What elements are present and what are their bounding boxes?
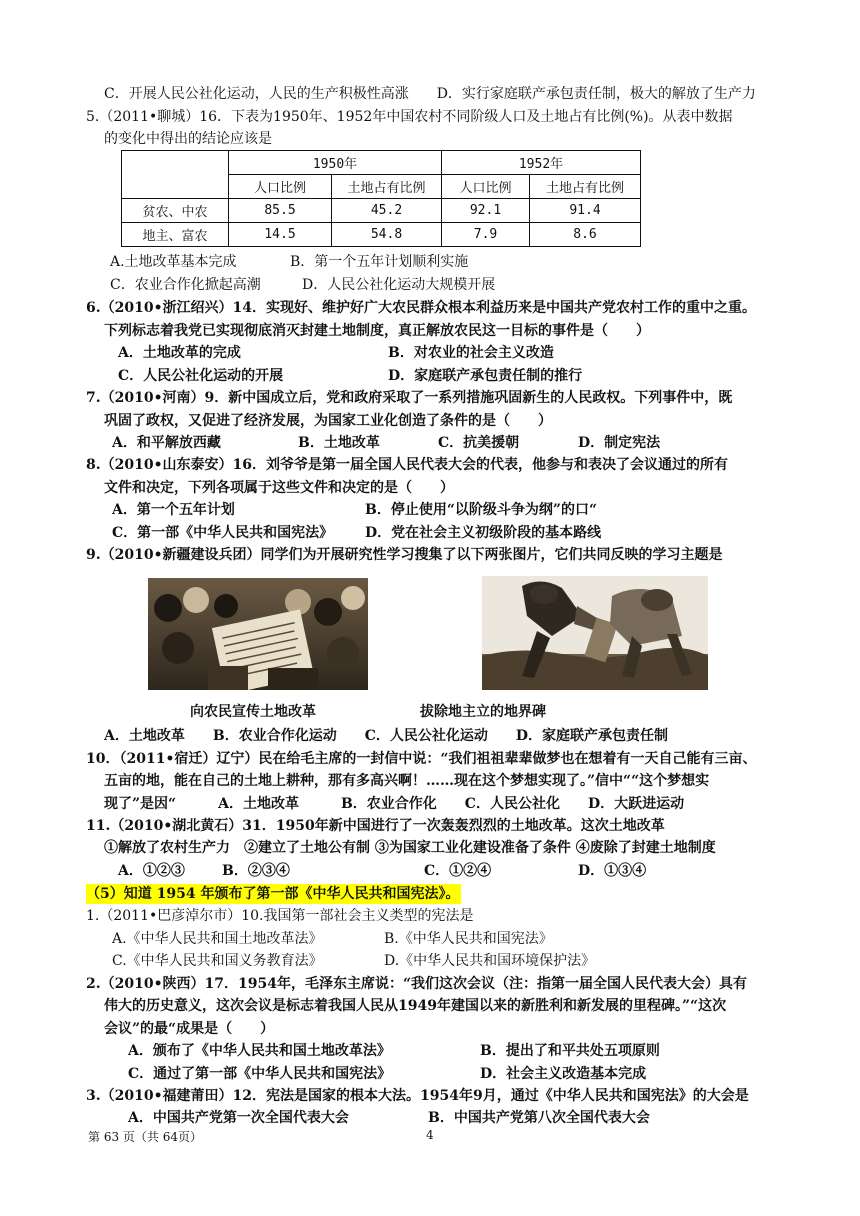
table-row xyxy=(122,223,641,247)
row-label: 贫农、中农 xyxy=(122,199,229,223)
table-col-land-2: 土地占有比例 xyxy=(530,175,641,199)
table-col-pop-1: 人口比例 xyxy=(229,175,332,199)
s1-option-a: A.《中华人民共和国土地改革法》 xyxy=(112,931,323,947)
cell: 85.5 xyxy=(229,199,332,223)
q9-stem: 9.（2010•新疆建设兵团）同学们为开展研究性学习搜集了以下两张图片，它们共同反映的学习主题是 xyxy=(86,547,723,563)
q8-option-a: A．第一个五年计划 xyxy=(112,502,235,518)
q8-stem: 8.（2010•山东泰安）16．刘爷爷是第一届全国人民代表大会的代表，他参与和表决了会议通过的所有 xyxy=(86,457,729,473)
land-reform-propaganda-photo xyxy=(148,578,368,690)
page-footer: 第 63 页（共 64页） xyxy=(88,1130,202,1144)
cell: 92.1 xyxy=(442,199,530,223)
s1-stem: 1.（2011•巴彦淖尔市）10.我国第一部社会主义类型的宪法是 xyxy=(86,908,474,924)
s2-option-c: C．通过了第一部《中华人民共和国宪法》 xyxy=(128,1066,392,1082)
q7-stem-2: 巩固了政权，又促进了经济发展，为国家工业化创造了条件的是（ ） xyxy=(104,413,552,429)
cell: 14.5 xyxy=(229,223,332,247)
page-number: 4 xyxy=(426,1128,434,1142)
s1-option-d: D.《中华人民共和国环境保护法》 xyxy=(384,953,596,969)
q6-option-a: A．土地改革的完成 xyxy=(118,345,241,361)
s2-stem: 2.（2010•陕西）17．1954年，毛泽东主席说：“我们这次会议（注：指第一届全国人民代表大会）具有 xyxy=(86,976,748,992)
q11-option-c: C．①②④ xyxy=(424,863,492,879)
q7-stem: 7.（2010•河南）9．新中国成立后，党和政府采取了一系列措施巩固新生的人民政权。下列事件中，既 xyxy=(86,390,733,406)
s2-option-a: A．颁布了《中华人民共和国土地改革法》 xyxy=(128,1043,391,1059)
q4-options-cd: C．开展人民公社化运动，人民的生产积极性高涨 D．实行家庭联产承包责任制，极大的解放了生产力 xyxy=(104,86,756,102)
q5-option-c: C．农业合作化掀起高潮 xyxy=(110,277,261,293)
q6-stem: 6.（2010•浙江绍兴）14．实现好、维护好广大农民群众根本利益历来是中国共产党农村工作的重中之重。 xyxy=(86,300,757,316)
q8-option-b: B．停止使用“以阶级斗争为纲”的口“ xyxy=(365,502,597,518)
s3-option-b: B．中国共产党第八次全国代表大会 xyxy=(428,1110,650,1126)
q5-stem: 5.（2011•聊城）16．下表为1950年、1952年中国农村不同阶级人口及土地占有比例(%)。从表中数据 xyxy=(86,109,733,125)
q11-option-b: B．②③④ xyxy=(222,863,290,879)
q6-option-b: B．对农业的社会主义改造 xyxy=(388,345,554,361)
q10-stem-3: 现了”是因“ A．土地改革 B．农业合作化 C．人民公社化 D．大跃进运动 xyxy=(104,796,685,812)
s2-option-b: B．提出了和平共处五项原则 xyxy=(480,1043,660,1059)
table-col-pop-2: 人口比例 xyxy=(442,175,530,199)
table-col-land-1: 土地占有比例 xyxy=(332,175,442,199)
q7-option-d: D．制定宪法 xyxy=(578,435,661,451)
row-label: 地主、富农 xyxy=(122,223,229,247)
q8-stem-2: 文件和决定，下列各项属于这些文件和决定的是（ ） xyxy=(104,480,454,496)
table-row xyxy=(122,199,641,223)
q9-options: A．土地改革 B．农业合作化运动 C．人民公社化运动 D．家庭联产承包责任制 xyxy=(104,728,668,744)
q8-option-d: D．党在社会主义初级阶段的基本路线 xyxy=(365,525,602,541)
cell: 91.4 xyxy=(530,199,641,223)
cell: 7.9 xyxy=(442,223,530,247)
table-year-1952: 1952年 xyxy=(442,151,641,175)
s1-option-b: B.《中华人民共和国宪法》 xyxy=(384,931,553,947)
s2-stem-3: 会议”的最“成果是（ ） xyxy=(104,1021,275,1037)
photo-caption-2: 拔除地主立的地界碑 xyxy=(420,704,546,720)
q5-stem-2: 的变化中得出的结论应该是 xyxy=(104,131,272,147)
q10-stem: 10．（2011•宿迁）辽宁）民在给毛主席的一封信中说：“我们祖祖辈辈做梦也在想着有一天自己能有三亩、 xyxy=(86,751,757,767)
q7-option-c: C．抗美援朝 xyxy=(438,435,520,451)
s2-stem-2: 伟大的历史意义，这次会议是标志着我国人民从1949年建国以来的新胜利和新发展的里程碑。”“这次 xyxy=(104,998,727,1014)
q10-stem-2: 五亩的地，能在自己的土地上耕种，那有多高兴啊！……现在这个梦想实现了。”信中““这个梦想实 xyxy=(104,773,710,789)
cell: 8.6 xyxy=(530,223,641,247)
q6-option-c: C．人民公社化运动的开展 xyxy=(118,368,284,384)
q5-option-a: A.土地改革基本完成 xyxy=(110,254,237,270)
s3-stem: 3.（2010•福建莆田）12．宪法是国家的根本大法。1954年9月，通过《中华人民共和国宪法》的大会是 xyxy=(86,1088,749,1104)
data-table xyxy=(121,150,641,247)
table-corner xyxy=(122,151,229,199)
q6-stem-2: 下列标志着我党已实现彻底消灭封建土地制度，真正解放农民这一目标的事件是（ ） xyxy=(104,323,650,339)
s2-option-d: D．社会主义改造基本完成 xyxy=(480,1066,647,1082)
s1-option-c: C.《中华人民共和国义务教育法》 xyxy=(112,953,323,969)
cell: 54.8 xyxy=(332,223,442,247)
q5-option-b: B．第一个五年计划顺利实施 xyxy=(290,254,469,270)
q11-option-d: D．①③④ xyxy=(578,863,647,879)
q11-stem: 11.（2010•湖北黄石）31．1950年新中国进行了一次轰轰烈烈的土地改革。这次土地改革 xyxy=(86,818,665,834)
q5-option-d: D．人民公社化运动大规模开展 xyxy=(302,277,496,293)
q7-option-a: A．和平解放西藏 xyxy=(112,435,221,451)
table-year-1950: 1950年 xyxy=(229,151,442,175)
section-heading: （5）知道 1954 年颁布了第一部《中华人民共和国宪法》。 xyxy=(86,886,460,902)
q11-statements: ①解放了农村生产力 ②建立了土地公有制 ③为国家工业化建设准备了条件 ④废除了封建土地制度 xyxy=(104,840,716,856)
q6-option-d: D．家庭联产承包责任制的推行 xyxy=(388,368,583,384)
photo-caption-1: 向农民宣传土地改革 xyxy=(190,704,316,720)
removing-boundary-stone-photo xyxy=(482,576,708,690)
q7-option-b: B．土地改革 xyxy=(298,435,380,451)
s3-option-a: A．中国共产党第一次全国代表大会 xyxy=(128,1110,349,1126)
q8-option-c: C．第一部《中华人民共和国宪法》 xyxy=(112,525,334,541)
q11-option-a: A．①②③ xyxy=(118,863,185,879)
cell: 45.2 xyxy=(332,199,442,223)
